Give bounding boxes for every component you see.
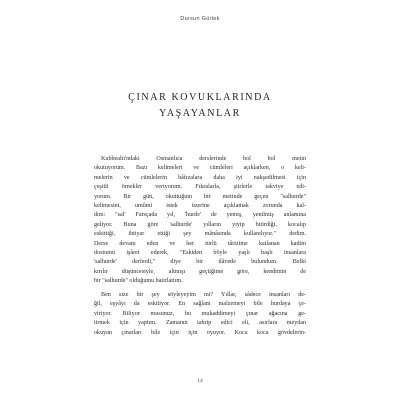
text-line: Kubbealtı'ndaki Osmanlıca derslerinde bol bol metin (101, 156, 306, 162)
text-line: dım: "sal' Farsçada yıl, 'hurde' de yemiş, yenilmiş anlamına (94, 212, 306, 219)
text-line: geliyor. Buna göre 'salhurde' yılların yiyip bitirdiği, kocalıp (94, 221, 306, 228)
text-line: Derse devam eden ve her türlü târizime katlanan kadim (94, 240, 306, 247)
text-line: dostumu işâret ederek, "Eskiden böyle yaşlı başlı insanlara (94, 249, 306, 256)
text-line: kırılır düşüncesiyle, altmışı geçtiğime göre, kendimin de (94, 268, 306, 275)
text-line: eskittiği, ihtiyar ettiği şey mânâsında kullanılıyor." dedim. (94, 231, 306, 238)
text-line: okuyan çınarları bile için için oyuyor. Koca koca gövdelerin- (94, 329, 306, 336)
text-line: melerin ve cümlelerin hâfızalara daha iyi nakşedilmesi için (94, 174, 306, 181)
text-line: Ben size bir şey söyleyeyim mi? Yıllar, sâdece insanları de- (101, 291, 306, 298)
text-line: 'salhurde' derlerdi," diye bir ilâvede bulundum. Belki (94, 259, 306, 266)
chapter-title-line: ÇINAR KOVUKLARINDA (128, 92, 272, 103)
text-line: viriyor. Biliyor musunuz, bu mukaddimeyi çınar ağacına ge- (94, 310, 306, 317)
body-text (94, 155, 306, 338)
text-line: çeşitli örnekler veriyorum. Fıkralarla, şiirlerle takviye edi- (94, 184, 306, 191)
page-number: 14 (197, 378, 203, 384)
chapter-title (0, 90, 400, 122)
text-line: ğil, eşyâyı da eskitiyor. En sağlam malzemeyi bile hurdaya çe- (94, 301, 306, 308)
running-head-author: Dursun Gürlek (180, 16, 220, 22)
text-line: kelimesini, umûmi istek üzerine açıklamak zorunda kal- (94, 202, 306, 209)
text-line: okutuyorum. Bazı kelimeleri ve cümleleri açıklarken, o keli- (94, 165, 306, 172)
text-line: yorum. Bir gün, okuttuğum bir metinde geçen "salhurde" (94, 193, 306, 200)
chapter-title-line: YAŞAYANLAR (159, 108, 241, 119)
text-line: tirmek için yaptım. Zamanın tahrip edici eli, asırlara meydan (94, 320, 306, 327)
text-line: bir "salhurde" olduğumu hatırlattım. (94, 278, 183, 285)
